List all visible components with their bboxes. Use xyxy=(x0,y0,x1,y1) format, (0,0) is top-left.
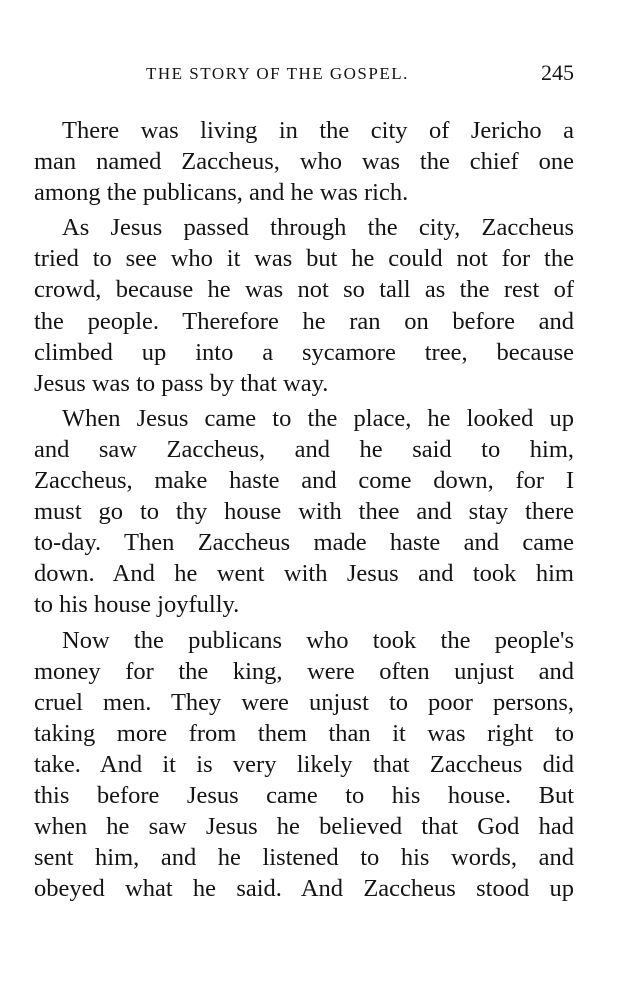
paragraph xyxy=(34,403,574,621)
text-line: There was living in the city of Jericho a xyxy=(62,117,574,144)
text-line: to his house joyfully. xyxy=(34,591,240,619)
running-head xyxy=(146,60,574,92)
text-line: take. And it is very likely that Zaccheus did xyxy=(34,750,574,778)
text-line: sent him, and he listened to his words, and xyxy=(34,844,574,872)
paragraph xyxy=(34,115,574,208)
text-line: climbed up into a sycamore tree, because xyxy=(34,338,574,366)
text-line: Zaccheus, make haste and come down, for I xyxy=(34,467,574,495)
paragraph xyxy=(34,212,574,399)
body-text xyxy=(34,115,574,904)
text-line: among the publicans, and he was rich. xyxy=(34,179,409,207)
text-line: and saw Zaccheus, and he said to him, xyxy=(34,435,574,463)
paragraph xyxy=(34,625,574,905)
text-line: When Jesus came to the place, he looked up xyxy=(62,404,574,432)
text-line: money for the king, were often unjust and xyxy=(34,657,574,685)
text-line: down. And he went with Jesus and took him xyxy=(34,560,574,588)
text-line: Jesus was to pass by that way. xyxy=(34,369,329,397)
text-line: cruel men. They were unjust to poor persons, xyxy=(34,688,574,716)
text-line: crowd, because he was not so tall as the rest of xyxy=(34,276,574,304)
text-line: tried to see who it was but he could not for the xyxy=(34,245,574,273)
page-number: 245 xyxy=(541,60,574,85)
text-line: As Jesus passed through the city, Zaccheus xyxy=(62,214,574,242)
text-line: Now the publicans who took the people's xyxy=(62,626,574,654)
text-line: man named Zaccheus, who was the chief one xyxy=(34,148,574,176)
text-line: to-day. Then Zaccheus made haste and came xyxy=(34,529,574,557)
text-line: the people. Therefore he ran on before and xyxy=(34,307,574,335)
text-line: when he saw Jesus he believed that God had xyxy=(34,813,574,841)
text-line: this before Jesus came to his house. But xyxy=(34,781,574,809)
running-title: THE STORY OF THE GOSPEL. xyxy=(146,64,409,83)
text-line: must go to thy house with thee and stay there xyxy=(34,498,574,526)
text-line: taking more from them than it was right to xyxy=(34,719,574,747)
text-line: obeyed what he said. And Zaccheus stood up xyxy=(34,875,574,903)
